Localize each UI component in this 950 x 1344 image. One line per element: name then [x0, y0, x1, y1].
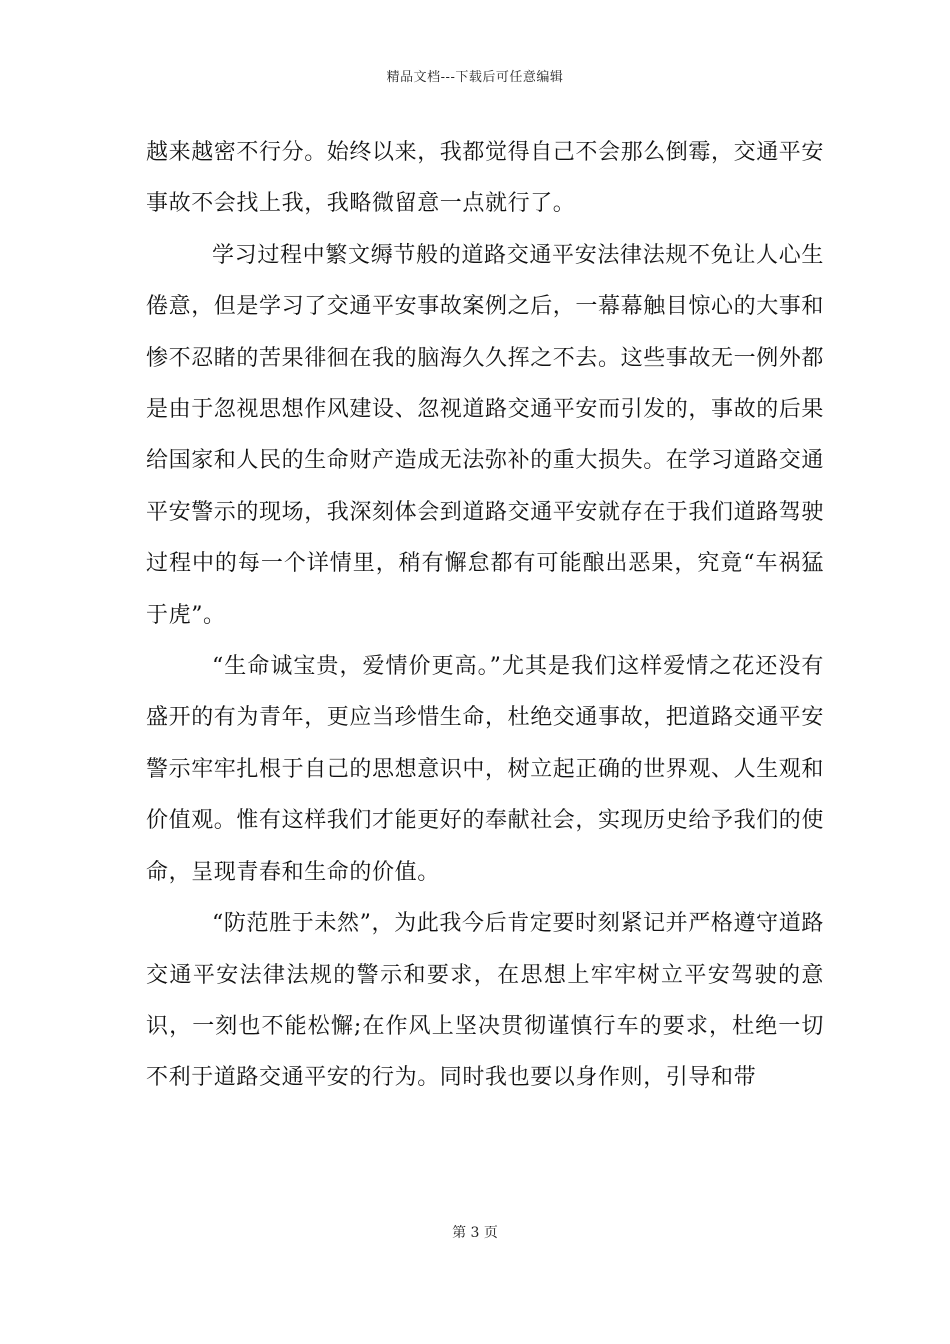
page-header: 精品文档---下载后可任意编辑 — [386, 70, 564, 85]
paragraph-life-value: “生命诚宝贵，爱情价更高。”尤其是我们这样爱情之花还没有盛开的有为青年，更应当珍惜生命，杜绝交通事故，把道路交通平安警示牢牢扎根于自己的思想意识中，树立起正确的世界观、人生观和价值观。惟有这样我们才能更好的奉献社会，实现历史给予我们的使命，呈现青春和生命的价值。 — [146, 654, 825, 885]
document-body — [146, 127, 824, 1104]
paragraph-prevention: “防范胜于未然”，为此我今后肯定要时刻紧记并严格遵守道路交通平安法律法规的警示和要求，在思想上牢牢树立平安驾驶的意识，一刻也不能松懈;在作风上坚决贯彻谨慎行车的要求，杜绝一切不利于道路交通平安的行为。同时我也要以身作则，引导和带 — [146, 911, 824, 1091]
page-number: 第 3 页 — [452, 1225, 498, 1241]
paragraph-study-reflection: 学习过程中繁文缛节般的道路交通平安法律法规不免让人心生倦意，但是学习了交通平安事故案例之后，一幕幕触目惊心的大事和惨不忍睹的苦果徘徊在我的脑海久久挥之不去。这些事故无一例外都是由于忽视思想作风建设、忽视道路交通平安而引发的，事故的后果给国家和人民的生命财产造成无法弥补的重大损失。在学习道路交通平安警示的现场，我深刻体会到道路交通平安就存在于我们道路驾驶过程中的每一个详情里，稍有懈怠都有可能酿出恶果，究竟“车祸猛于虎”。 — [146, 242, 825, 628]
paragraph-continuation: 越来越密不行分。始终以来，我都觉得自己不会那么倒霉，交通平安事故不会找上我，我略微留意一点就行了。 — [146, 140, 825, 217]
